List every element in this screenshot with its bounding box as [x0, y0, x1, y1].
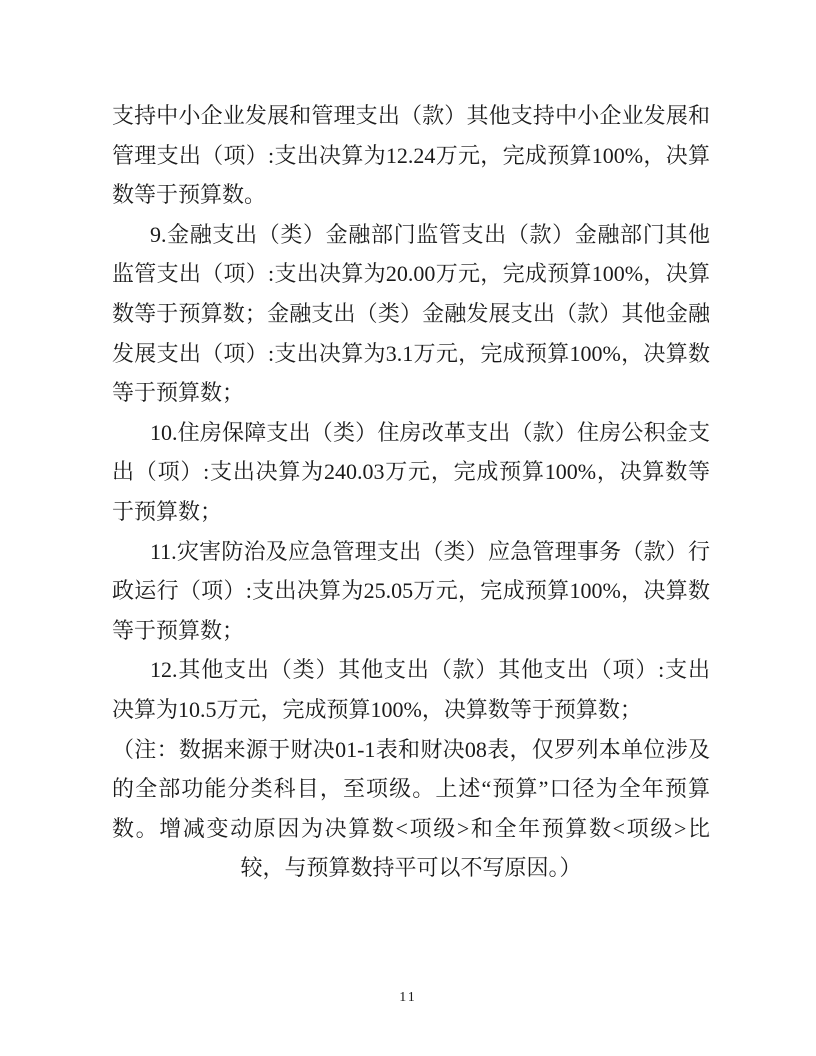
paragraph-item-11-disaster-emergency-expense: 11.灾害防治及应急管理支出（类）应急管理事务（款）行政运行（项）:支出决算为25.05万元，完成预算100%，决算数等于预算数； — [112, 538, 710, 643]
paragraph-smb-expense-continuation: 支持中小企业发展和管理支出（款）其他支持中小企业发展和管理支出（项）:支出决算为12.24万元，完成预算100%，决算数等于预算数。 — [112, 103, 710, 208]
paragraph-item-12-other-expense: 12.其他支出（类）其他支出（款）其他支出（项）:支出决算为10.5万元，完成预算100%，决算数等于预算数； — [112, 657, 710, 722]
page-footer — [0, 988, 816, 1007]
page-body — [112, 96, 710, 888]
paragraph-item-9-finance-expense: 9.金融支出（类）金融部门监管支出（款）金融部门其他监管支出（项）:支出决算为20.00万元，完成预算100%，决算数等于预算数；金融支出（类）金融发展支出（款）其他金融发展支出（项）:支出决算为3.1万元，完成预算100%，决算数等于预算数； — [112, 221, 710, 406]
paragraph-item-10-housing-expense: 10.住房保障支出（类）住房改革支出（款）住房公积金支出（项）:支出决算为240.03万元，完成预算100%，决算数等于预算数； — [112, 419, 710, 524]
page-number: 11 — [399, 990, 417, 1005]
paragraph-data-source-note: （注：数据来源于财决01-1表和财决08表，仅罗列本单位涉及的全部功能分类科目，至项级。上述“预算”口径为全年预算数。增减变动原因为决算数<项级>和全年预算数<项级>比较，与预算数持平可以不写原因。） — [112, 736, 710, 881]
